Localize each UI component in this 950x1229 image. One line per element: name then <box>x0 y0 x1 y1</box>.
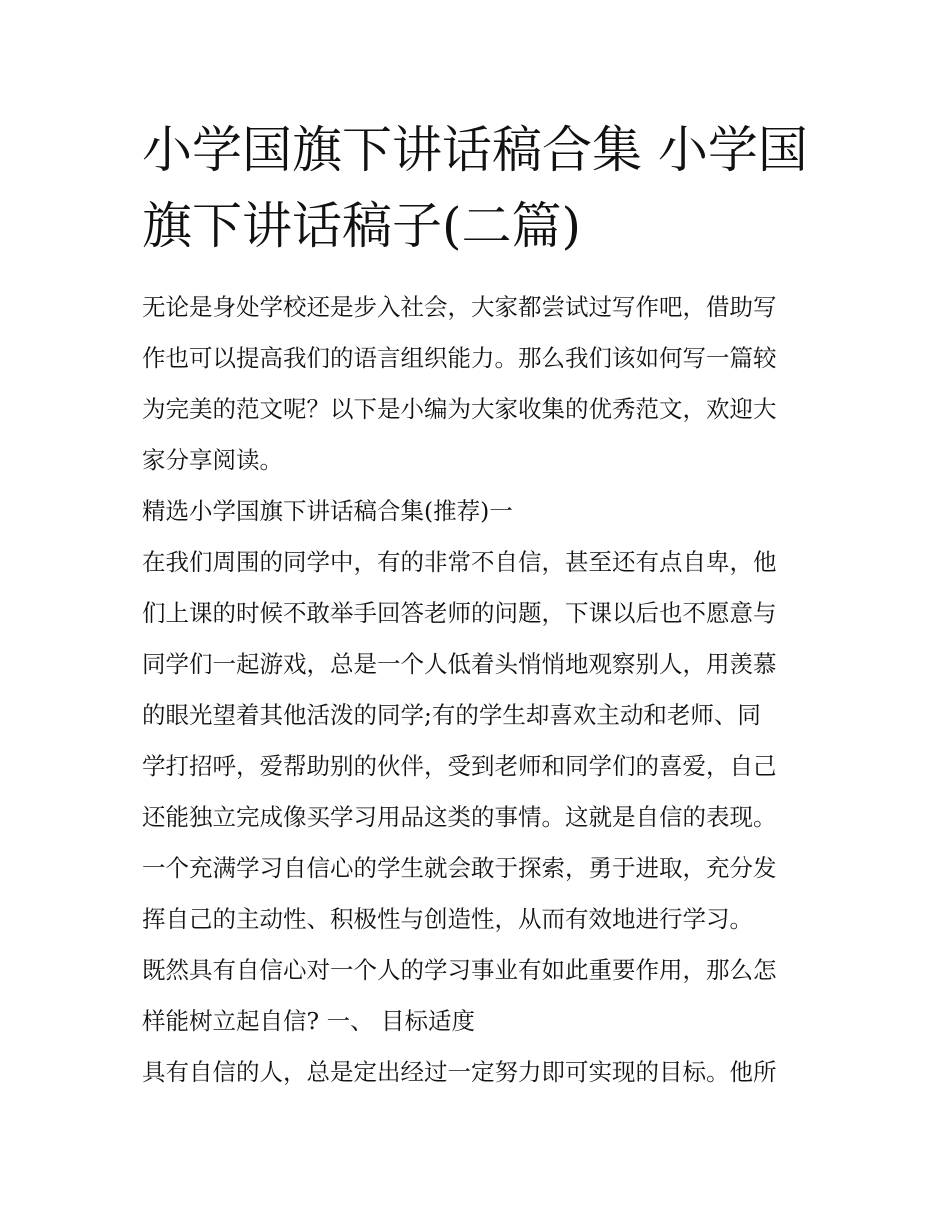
document-title <box>142 112 812 264</box>
body-line: 学打招呼，爱帮助别的伙伴，受到老师和同学们的喜爱，自己 <box>142 752 777 780</box>
body-line: 既然具有自信心对一个人的学习事业有如此重要作用，那么怎 <box>142 956 777 984</box>
document-body <box>142 282 812 1098</box>
body-line: 一个充满学习自信心的学生就会敢于探索，勇于进取，充分发 <box>142 854 777 882</box>
body-line: 无论是身处学校还是步入社会，大家都尝试过写作吧，借助写 <box>142 293 777 321</box>
body-line: 同学们一起游戏，总是一个人低着头悄悄地观察别人，用羡慕 <box>142 650 777 678</box>
title-line-1: 小学国旗下讲话稿合集 小学国 <box>142 121 808 179</box>
body-line: 为完美的范文呢？以下是小编为大家收集的优秀范文，欢迎大 <box>142 395 777 423</box>
body-line: 还能独立完成像买学习用品这类的事情。这就是自信的表现。 <box>142 803 777 831</box>
body-line: 们上课的时候不敢举手回答老师的问题，下课以后也不愿意与 <box>142 599 777 627</box>
body-line: 家分享阅读。 <box>142 446 283 474</box>
body-line: 的眼光望着其他活泼的同学;有的学生却喜欢主动和老师、同 <box>142 701 761 729</box>
body-line: 具有自信的人，总是定出经过一定努力即可实现的目标。他所 <box>142 1058 777 1086</box>
section-heading: 精选小学国旗下讲话稿合集(推荐)一 <box>142 497 513 525</box>
body-line: 样能树立起自信? 一、 目标适度 <box>142 1007 476 1035</box>
body-line: 作也可以提高我们的语言组织能力。那么我们该如何写一篇较 <box>142 344 777 372</box>
body-line: 在我们周围的同学中，有的非常不自信，甚至还有点自卑，他 <box>142 548 777 576</box>
document-page <box>142 112 812 1098</box>
body-line: 挥自己的主动性、积极性与创造性，从而有效地进行学习。 <box>142 905 753 933</box>
title-line-2: 旗下讲话稿子(二篇) <box>142 197 582 255</box>
